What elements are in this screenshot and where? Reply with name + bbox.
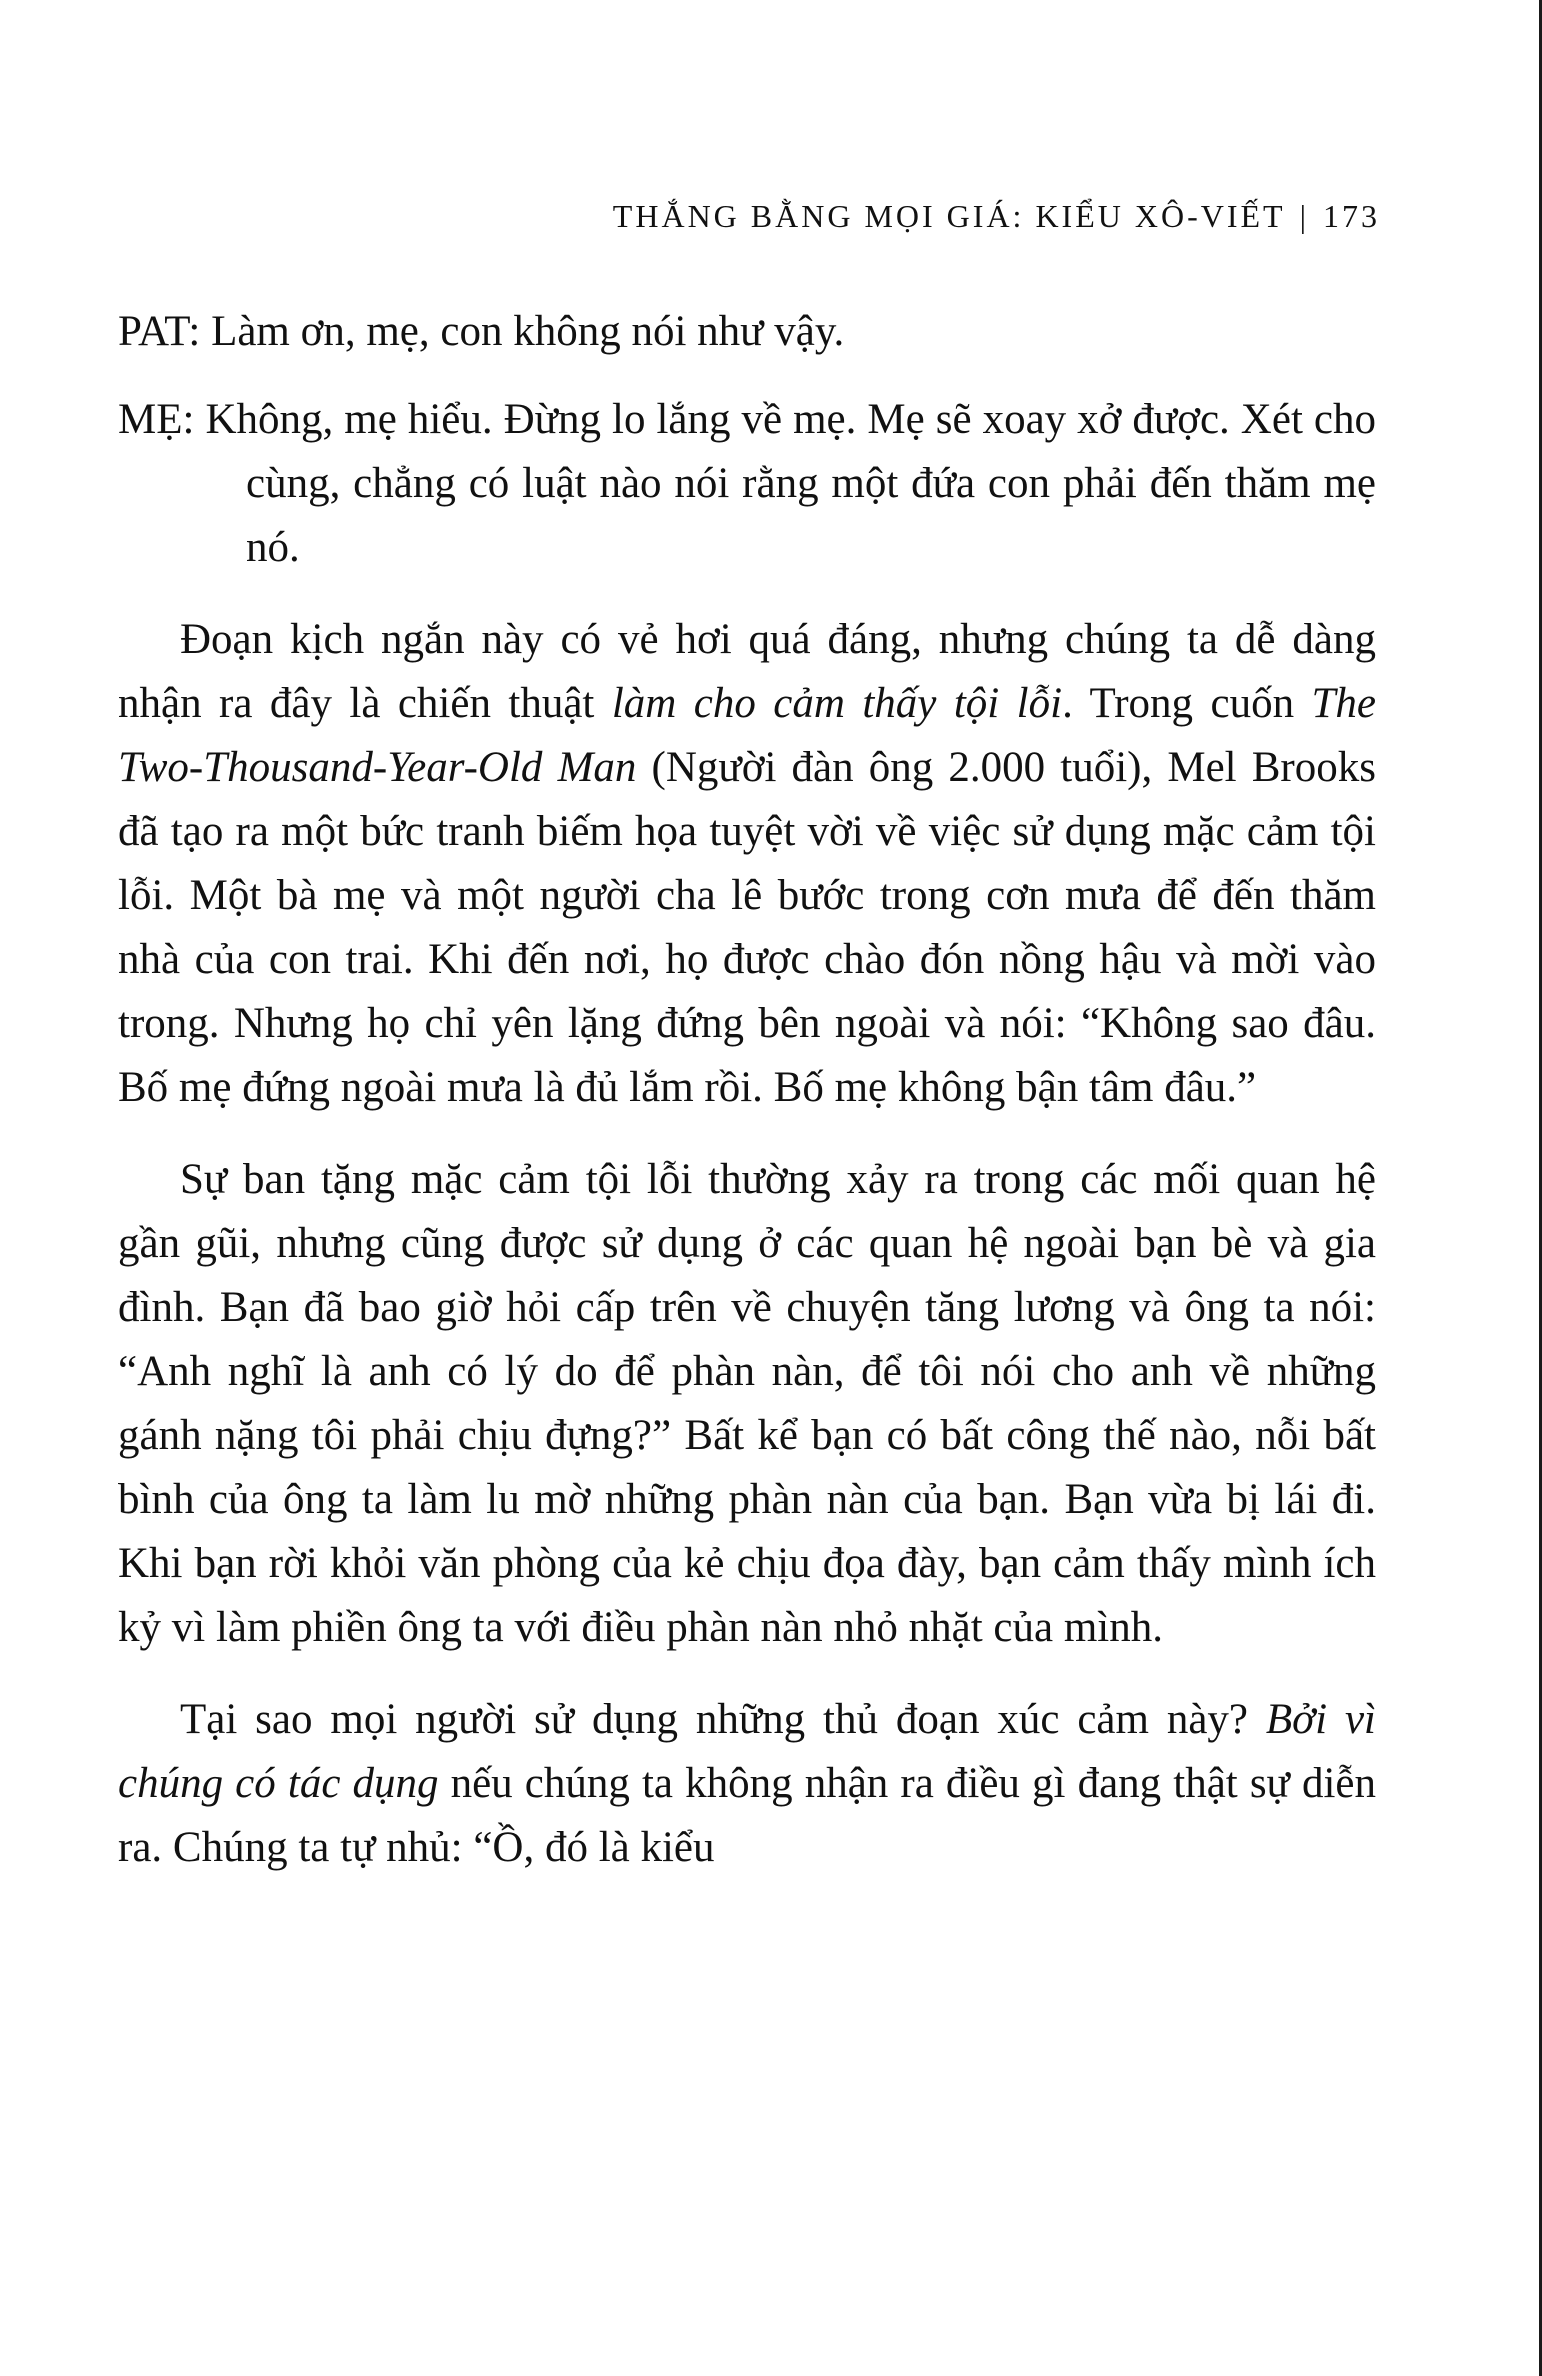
paragraph-text: . Trong cuốn (1062, 680, 1312, 727)
speaker-label: PAT: (118, 308, 201, 355)
dialogue-text: Làm ơn, mẹ, con không nói như vậy. (211, 308, 845, 355)
running-header (460, 198, 1380, 235)
paragraph-guilt-relationships: Sự ban tặng mặc cảm tội lỗi thường xảy ra trong các mối quan hệ gần gũi, nhưng cũng được sử dụng ở các quan hệ ngoài bạn bè và gia đình. Bạn đã bao giờ hỏi cấp trên về chuyện tăng lương và ông ta nói: “Anh nghĩ là anh có lý do để phàn nàn, để tôi nói cho anh về những gánh nặng tôi phải chịu đựng?” Bất kể bạn có bất công thế nào, nỗi bất bình của ông ta làm lu mờ những phàn nàn của bạn. Bạn vừa bị lái đi. Khi bạn rời khỏi văn phòng của kẻ chịu đọa đày, bạn cảm thấy mình ích kỷ vì làm phiền ông ta với điều phàn nàn nhỏ nhặt của mình. (118, 1156, 1376, 1651)
paragraph-guilt-tactic (118, 608, 1376, 1120)
dialogue-text: Không, mẹ hiểu. Đừng lo lắng về mẹ. Mẹ sẽ xoay xở được. Xét cho cùng, chẳng có luật nào nói rằng một đứa con phải đến thăm mẹ nó. (205, 396, 1376, 571)
header-separator: | (1299, 198, 1309, 234)
italic-phrase: Bởi vì chúng có tác dụng (118, 1696, 1376, 1807)
speaker-label: MẸ: (118, 396, 195, 443)
dialogue-line-pat (118, 300, 1376, 364)
page-number: 173 (1323, 198, 1380, 234)
dialogue-line-me (118, 388, 1376, 580)
book-title: The Two-Thousand-Year-Old Man (118, 680, 1377, 791)
paragraph-text: Đoạn kịch ngắn này có vẻ hơi quá đáng, nhưng chúng ta dễ dàng nhận ra đây là chiến thuật (118, 616, 1376, 727)
paragraph-why-tactics (118, 1688, 1376, 1880)
page-body (118, 300, 1376, 1908)
paragraph-text: Tại sao mọi người sử dụng những thủ đoạn xúc cảm này? (180, 1696, 1266, 1743)
paragraph-text: (Người đàn ông 2.000 tuổi), Mel Brooks đã tạo ra một bức tranh biếm họa tuyệt vời về việc sử dụng mặc cảm tội lỗi. Một bà mẹ và một người cha lê bước trong cơn mưa để đến thăm nhà của con trai. Khi đến nơi, họ được chào đón nồng hậu và mời vào trong. Nhưng họ chỉ yên lặng đứng bên ngoài và nói: “Không sao đâu. Bố mẹ đứng ngoài mưa là đủ lắm rồi. Bố mẹ không bận tâm đâu.” (118, 744, 1376, 1111)
italic-term: làm cho cảm thấy tội lỗi (611, 680, 1063, 727)
paragraph-text: nếu chúng ta không nhận ra điều gì đang thật sự diễn ra. Chúng ta tự nhủ: “Ồ, đó là kiểu (118, 1760, 1376, 1871)
chapter-title: THẮNG BẰNG MỌI GIÁ: KIỂU XÔ-VIẾT (612, 198, 1286, 234)
